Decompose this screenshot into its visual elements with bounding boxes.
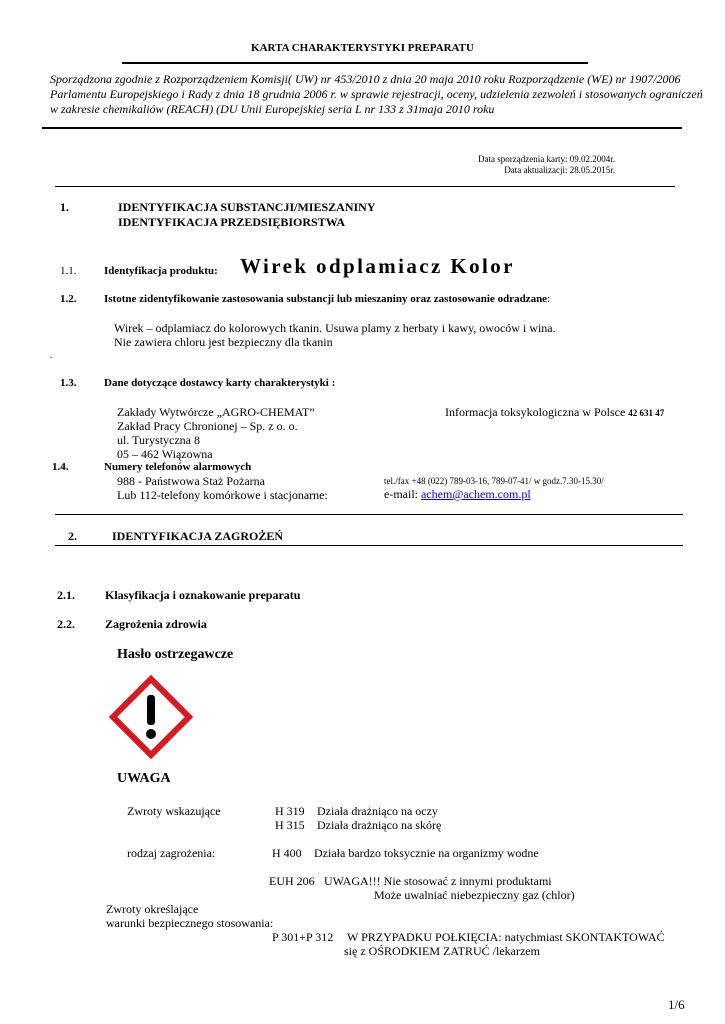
s1-3-label: Dane dotyczące dostawcy karty charakterystyki : bbox=[104, 377, 336, 389]
section2-number: 2. bbox=[68, 529, 77, 543]
page-number: 1/6 bbox=[668, 997, 685, 1012]
hazard-text: Działa drażniąco na oczy bbox=[317, 804, 438, 818]
euh-line2: Może uwalniać niebezpieczny gaz (chlor) bbox=[374, 888, 575, 902]
hazard-label: Zwroty wskazujące bbox=[127, 804, 221, 818]
regulation-line-1: Sporządzona zgodnie z Rozporządzeniem Komisji( UW) nr 453/2010 z dnia 20 maja 2010 roku Rozporządzenie (WE) nr 1907/2006 bbox=[50, 72, 681, 86]
section1-title-line2: IDENTYFIKACJA PRZEDSIĘBIORSTWA bbox=[118, 215, 346, 229]
section1-title-line1: IDENTYFIKACJA SUBSTANCJI/MIESZANINY bbox=[118, 200, 376, 214]
hazard-type-code: H 400 bbox=[272, 846, 302, 860]
document-title: KARTA CHARAKTERYSTYKI PREPARATU bbox=[251, 42, 474, 54]
section-divider bbox=[55, 514, 683, 515]
title-underline bbox=[122, 62, 588, 64]
email-link[interactable]: achem@achem.com.pl bbox=[420, 487, 531, 501]
section1-number: 1. bbox=[60, 200, 69, 214]
s2-1-label: Klasyfikacja i oznakowanie preparatu bbox=[105, 588, 301, 602]
address-line: Zakłady Wytwórcze „AGRO-CHEMAT” bbox=[117, 405, 315, 419]
regulation-line-3: w zakresie chemikaliów (REACH) (DU Unii Europejskiej seria L nr 133 z 31maja 2010 roku bbox=[50, 102, 495, 116]
signal-heading: Hasło ostrzegawcze bbox=[117, 647, 234, 662]
address-line: 05 – 462 Wiązowna bbox=[117, 447, 213, 461]
regulation-line-2: Parlamentu Europejskiego i Rady z dnia 18 grudnia 2006 r. w sprawie rejestracji, oceny, udzielenia zezwoleń i stosowanych ograniczeń bbox=[50, 87, 703, 101]
s1-1-number: 1.1. bbox=[60, 265, 77, 277]
euh-code: EUH 206 bbox=[269, 874, 315, 888]
alarm-line2: Lub 112-telefony komórkowe i stacjonarne: bbox=[117, 488, 328, 502]
section2-title: IDENTYFIKACJA ZAGROŻEŃ bbox=[112, 529, 284, 543]
s1-2-heading bbox=[104, 293, 550, 305]
email-label: e-mail: bbox=[384, 487, 418, 501]
date-created: Data sporządzenia karty: 09.02.2004r. bbox=[478, 154, 615, 164]
precaution-line1: W PRZYPADKU POŁKIĘCIA: natychmiast SKONTAKTOWAĆ bbox=[347, 930, 665, 944]
section-divider bbox=[55, 545, 683, 546]
email-row bbox=[384, 487, 531, 502]
product-name: Wirek odplamiacz Kolor bbox=[240, 254, 515, 278]
signal-word: UWAGA bbox=[117, 771, 171, 786]
hazard-text: Działa drażniąco na skórę bbox=[317, 818, 442, 832]
s1-1-label: Identyfikacja produktu: bbox=[104, 265, 218, 277]
tox-info bbox=[445, 405, 664, 420]
address-line: ul. Turystyczna 8 bbox=[117, 433, 201, 447]
hazard-type-label: rodzaj zagrożenia: bbox=[127, 846, 216, 860]
tel-fax: tel./fax +48 (022) 789-03-16, 789-07-41/ w godz.7.30-15.30/ bbox=[384, 476, 604, 486]
s2-2-label: Zagrożenia zdrowia bbox=[105, 617, 207, 631]
address-line: Zakład Pracy Chronionej – Sp. z o. o. bbox=[117, 419, 298, 433]
precaution-code: P 301+P 312 bbox=[272, 930, 334, 944]
s1-3-number: 1.3. bbox=[60, 377, 77, 389]
euh-line1: UWAGA!!! Nie stosować z innymi produktami bbox=[324, 874, 552, 888]
s2-2-number: 2.2. bbox=[57, 617, 75, 631]
s1-2-desc-line1: Wirek – odplamiacz do kolorowych tkanin. Usuwa plamy z herbaty i kawy, owoców i wina. bbox=[114, 321, 556, 335]
s1-2-label: Istotne zidentyfikowanie zastosowania substancji lub mieszaniny oraz zastosowanie odradzane bbox=[104, 293, 548, 305]
tox-label: Informacja toksykologiczna w Polsce bbox=[445, 405, 626, 419]
s2-1-number: 2.1. bbox=[57, 588, 75, 602]
precaution-label-line1: Zwroty określające bbox=[106, 902, 199, 916]
alarm-line1: 988 - Państwowa Staż Pożarna bbox=[117, 474, 265, 488]
exclamation-mark-pictogram-icon bbox=[109, 675, 193, 759]
precaution-label-line2: warunki bezpiecznego stosowania: bbox=[106, 916, 274, 930]
precaution-line2: się z OŚRODKIEM ZATRUĆ /lekarzem bbox=[344, 944, 540, 958]
hazard-code: H 315 bbox=[275, 818, 305, 832]
s1-4-label: Numery telefonów alarmowych bbox=[104, 461, 252, 473]
section-divider bbox=[55, 186, 675, 187]
s1-2-colon: : bbox=[547, 293, 551, 305]
hazard-type-text: Działa bardzo toksycznie na organizmy wodne bbox=[314, 846, 539, 860]
date-updated: Data aktualizacji: 28.05.2015r. bbox=[504, 165, 615, 175]
s1-4-number: 1.4. bbox=[52, 461, 69, 473]
header-divider bbox=[42, 127, 682, 129]
tox-number: 42 631 47 bbox=[628, 408, 665, 418]
s1-2-desc-line2: Nie zawiera chloru jest bezpieczny dla tkanin bbox=[114, 335, 333, 349]
hazard-code: H 319 bbox=[275, 804, 305, 818]
s1-2-number: 1.2. bbox=[60, 293, 77, 305]
stray-dot: . bbox=[50, 350, 53, 360]
